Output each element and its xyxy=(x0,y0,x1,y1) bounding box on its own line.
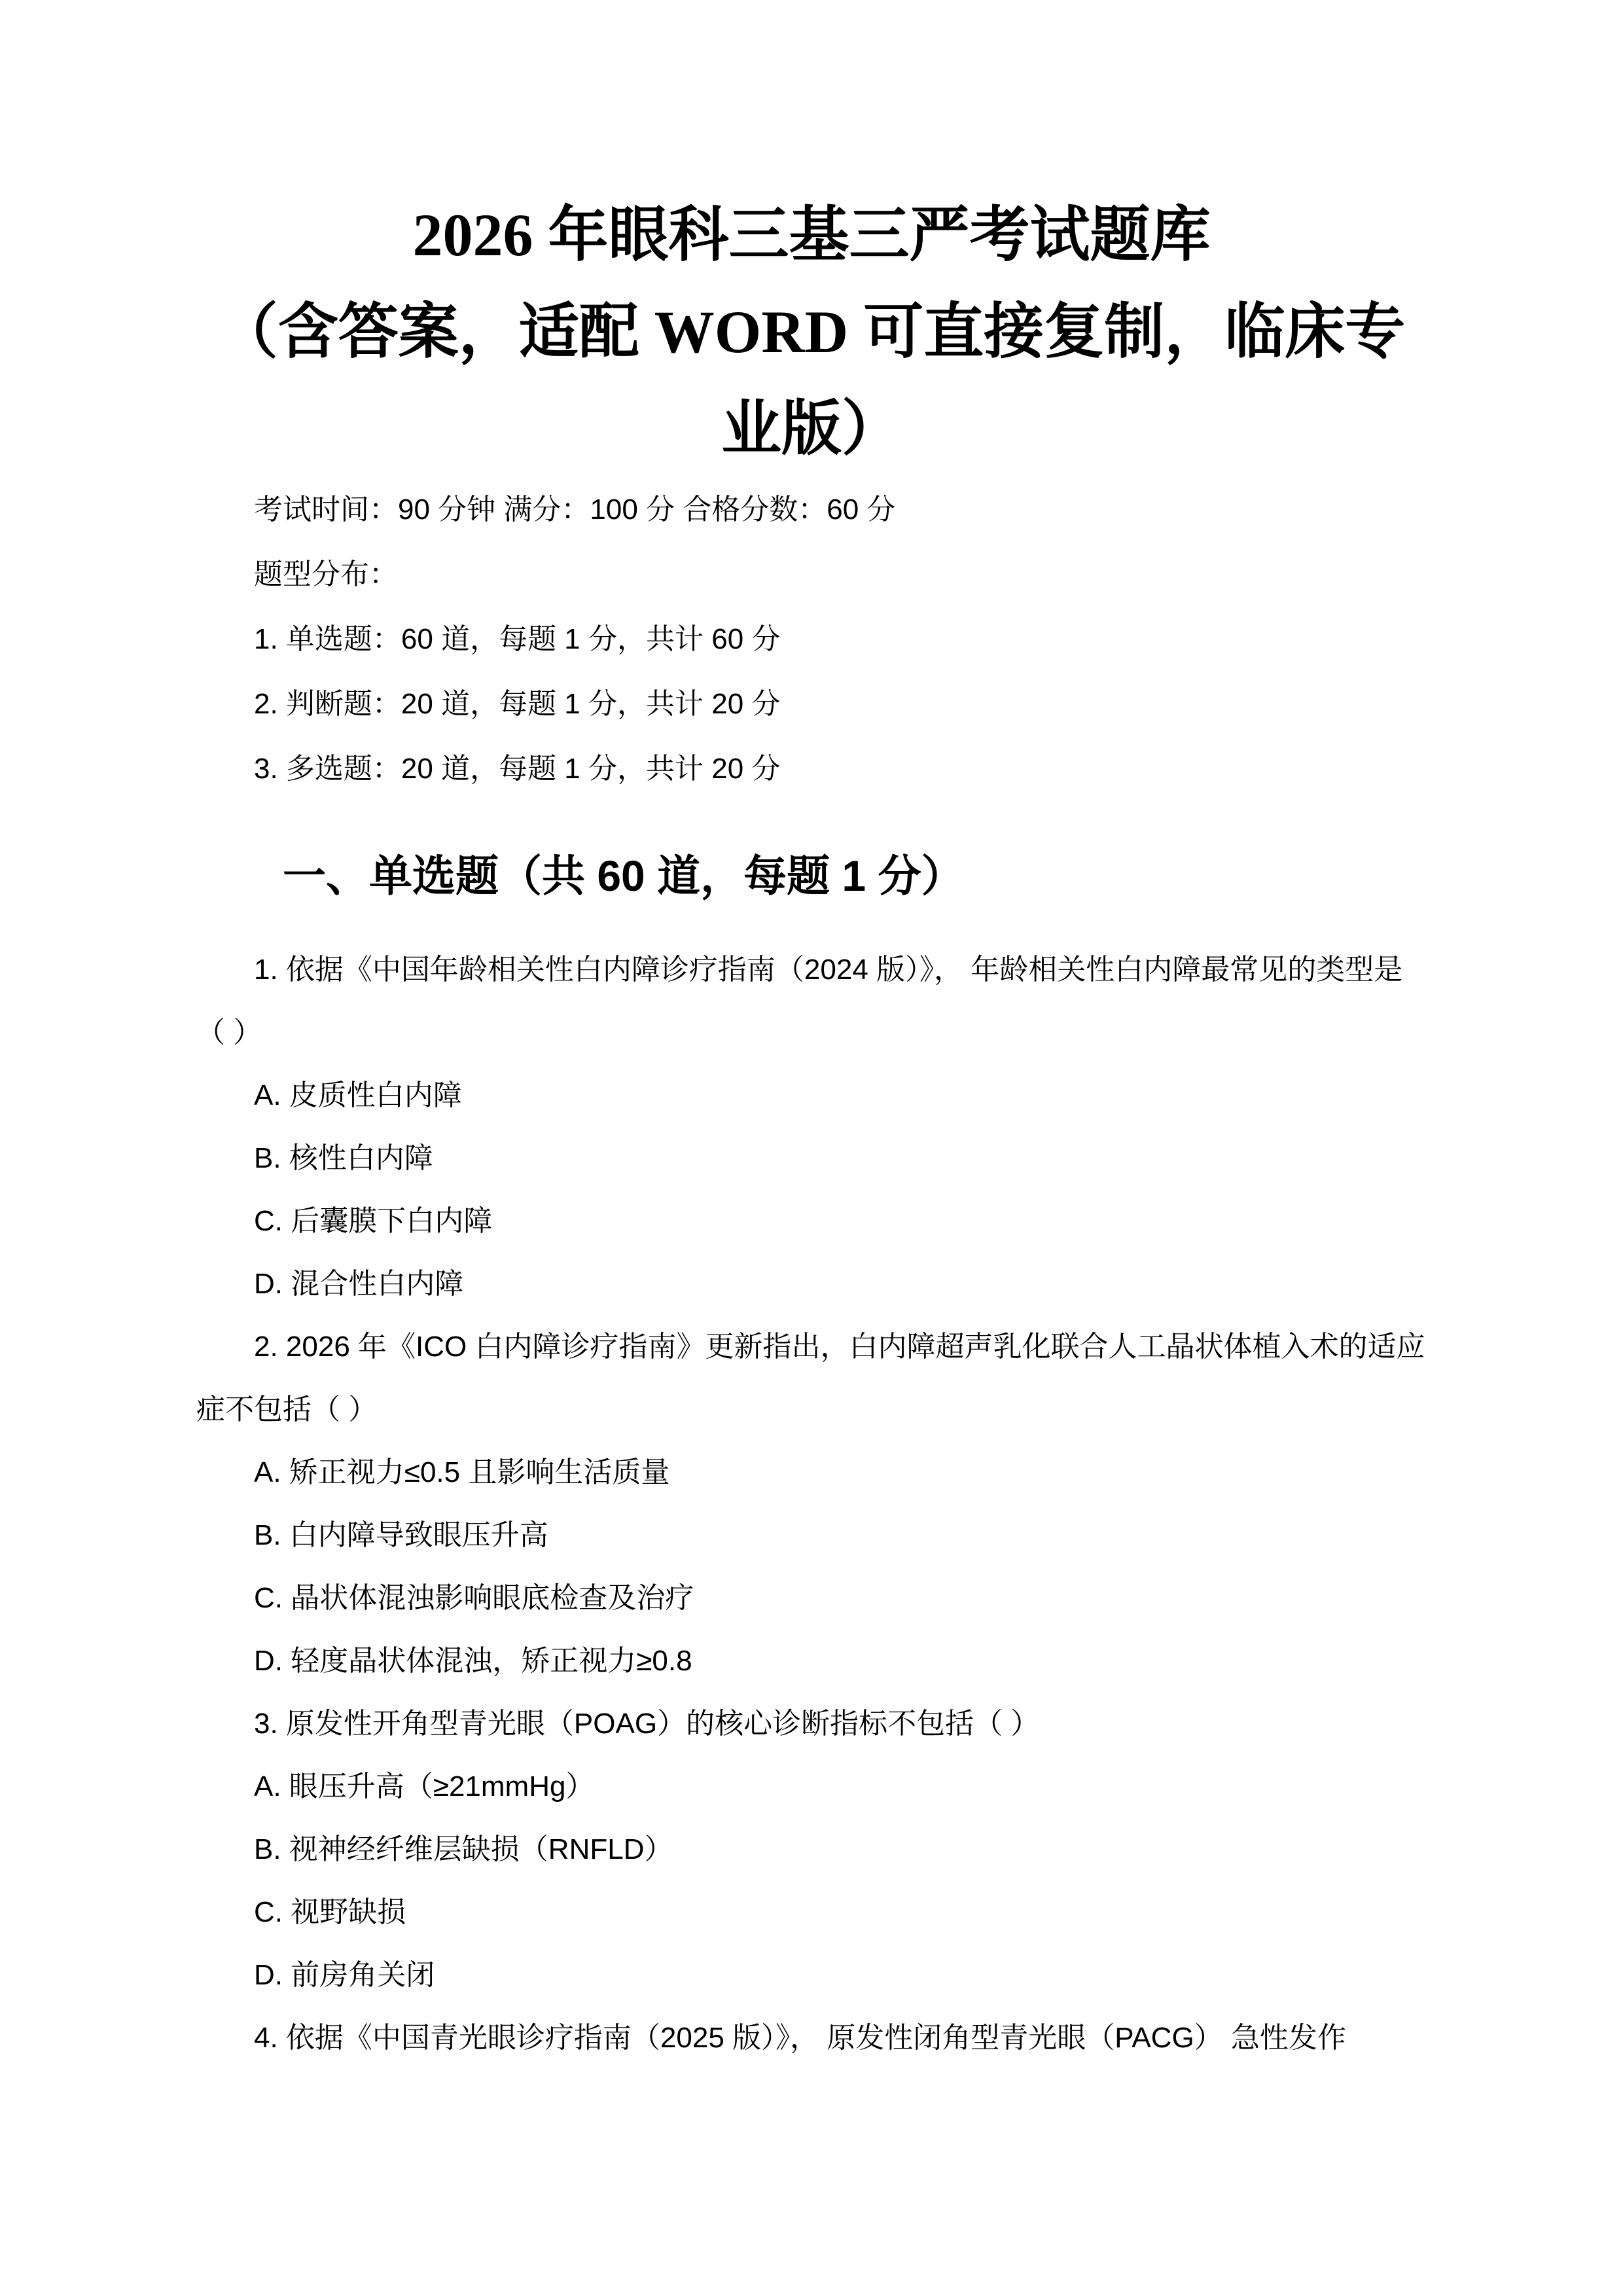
question-option: B. 核性白内障 xyxy=(254,1142,433,1174)
question-option: C. 视野缺损 xyxy=(254,1896,406,1928)
question-stem: 3. 原发性开角型青光眼（POAG）的核心诊断指标不包括（ ） xyxy=(254,1708,1040,1740)
question-option: A. 眼压升高（≥21mmHg） xyxy=(254,1770,595,1803)
exam-info: 考试时间：90 分钟 满分：100 分 合格分数：60 分 xyxy=(254,493,896,526)
distribution-item: 1. 单选题：60 道，每题 1 分，共计 60 分 xyxy=(254,623,781,655)
distribution-label: 题型分布： xyxy=(254,558,398,590)
section-heading: 一、单选题（共 60 道，每题 1 分） xyxy=(283,852,965,900)
question-option: A. 矫正视力≤0.5 且影响生活质量 xyxy=(254,1456,670,1488)
document-title xyxy=(196,187,1427,477)
title-line-1: 2026 年眼科三基三严考试题库 xyxy=(412,202,1211,268)
question-option: C. 晶状体混浊影响眼底检查及治疗 xyxy=(254,1582,694,1614)
distribution-item: 2. 判断题：20 道，每题 1 分，共计 20 分 xyxy=(254,688,781,720)
title-line-2: （含答案，适配 WORD 可直接复制，临床专业版） xyxy=(217,298,1406,462)
question-stem: 2. 2026 年《ICO 白内障诊疗指南》更新指出，白内障超声乳化联合人工晶状体植入术的适应症不包括（ ） xyxy=(196,1331,1425,1426)
question-block xyxy=(196,1693,1427,2007)
question-option: C. 后囊膜下白内障 xyxy=(254,1205,493,1237)
question-block xyxy=(196,939,1427,1316)
question-option: D. 轻度晶状体混浊，矫正视力≥0.8 xyxy=(254,1645,692,1677)
question-option: D. 前房角关闭 xyxy=(254,1959,435,1991)
question-block xyxy=(196,1316,1427,1693)
question-option: A. 皮质性白内障 xyxy=(254,1079,462,1111)
question-stem: 4. 依据《中国青光眼诊疗指南（2025 版）》， 原发性闭角型青光眼（PACG） 急性发作 xyxy=(254,2022,1346,2054)
question-option: B. 白内障导致眼压升高 xyxy=(254,1519,548,1551)
question-option: B. 视神经纤维层缺损（RNFLD） xyxy=(254,1833,673,1865)
question-stem: 1. 依据《中国年龄相关性白内障诊疗指南（2024 版）》， 年龄相关性白内障最常见的类型是（ ） xyxy=(196,954,1403,1049)
question-option: D. 混合性白内障 xyxy=(254,1268,464,1300)
question-block xyxy=(196,2007,1427,2070)
distribution-item: 3. 多选题：20 道，每题 1 分，共计 20 分 xyxy=(254,753,781,785)
